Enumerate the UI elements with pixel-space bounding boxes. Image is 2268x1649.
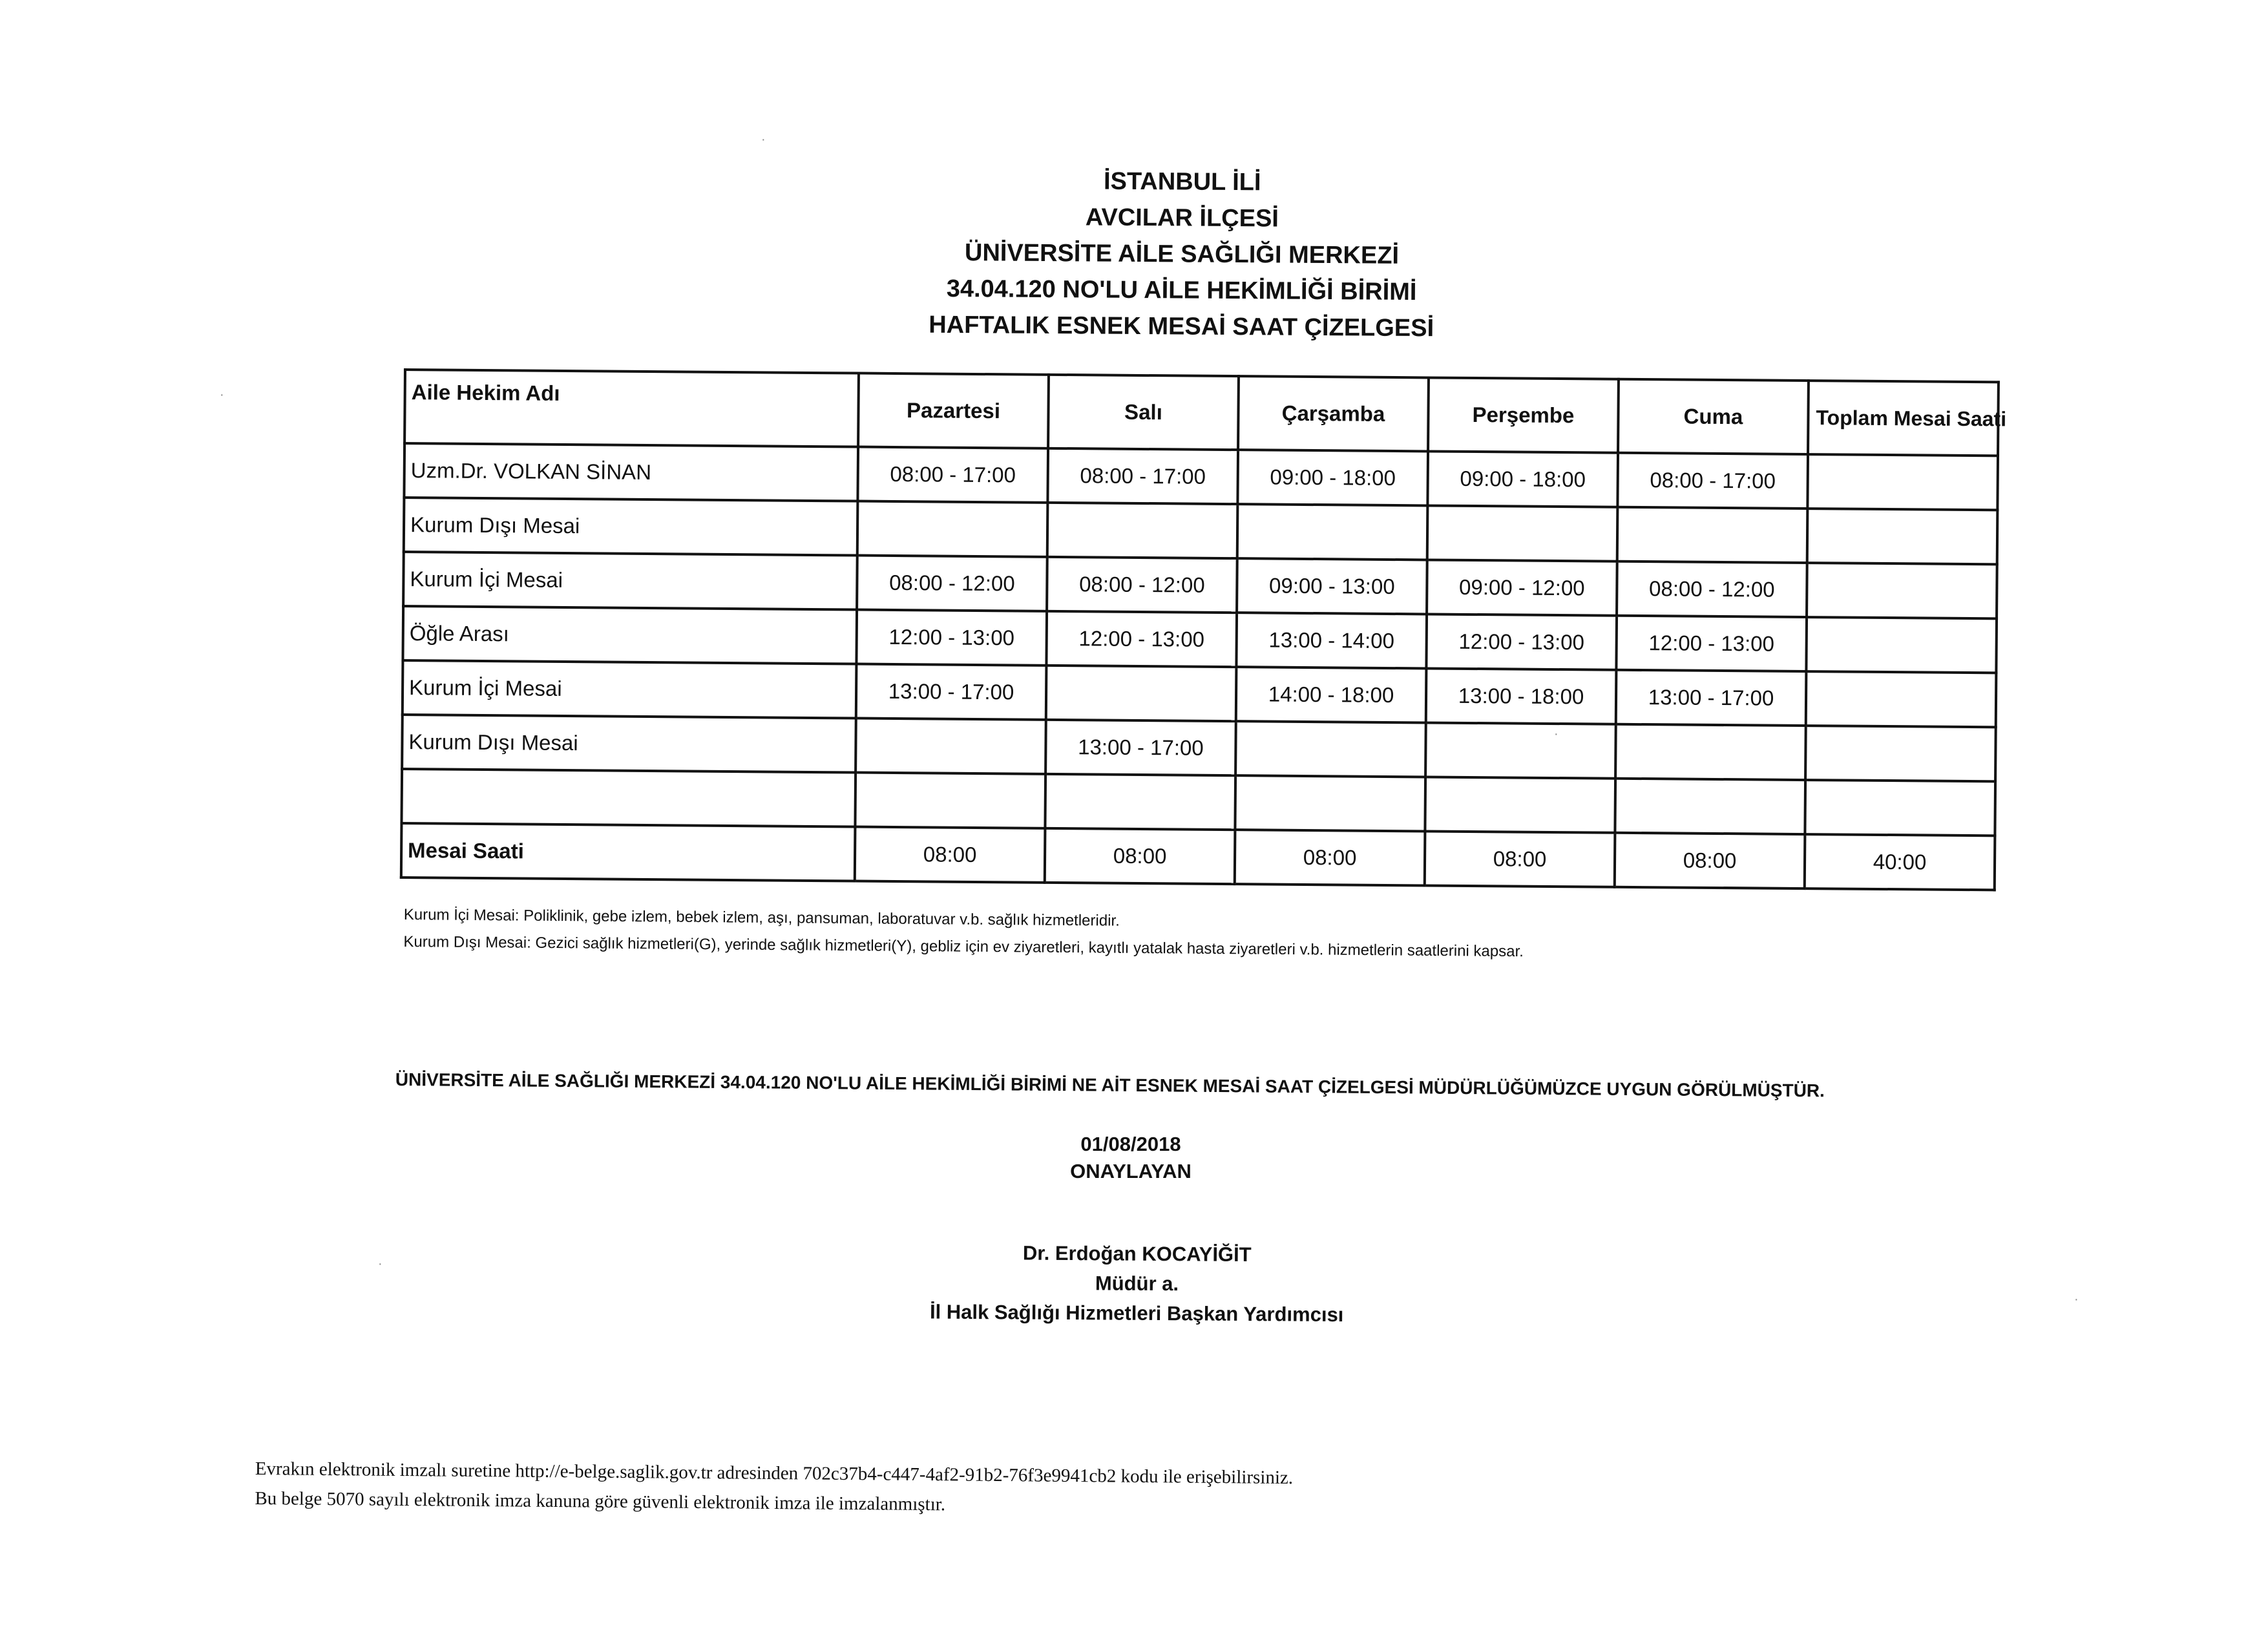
column-header-total-hours: Toplam Mesai Saati <box>1808 381 1999 456</box>
column-header-monday: Pazartesi <box>858 373 1049 448</box>
table-cell <box>1427 505 1618 561</box>
table-cell <box>1425 777 1615 832</box>
table-cell: 14:00 - 18:00 <box>1236 667 1427 722</box>
schedule-notes <box>403 901 1696 967</box>
table-cell <box>857 501 1048 557</box>
table-cell: 09:00 - 18:00 <box>1427 451 1618 507</box>
document-header <box>858 162 1506 347</box>
total-cell: 08:00 <box>1425 831 1615 887</box>
approver-label: ONAYLAYAN <box>1070 1160 1192 1182</box>
total-cell: 08:00 <box>1615 833 1805 888</box>
header-unit: 34.04.120 NO'LU AİLE HEKİMLİĞİ BİRİMİ <box>946 275 1417 306</box>
scan-speck: · <box>1554 727 1559 741</box>
table-cell: 08:00 - 17:00 <box>1617 453 1808 509</box>
column-header-friday: Cuma <box>1618 379 1809 454</box>
signer-name: Dr. Erdoğan KOCAYİĞİT <box>1022 1241 1252 1266</box>
table-cell <box>1807 454 1998 510</box>
table-cell <box>1237 504 1428 560</box>
table-cell <box>1046 666 1237 721</box>
table-cell: 08:00 - 17:00 <box>857 447 1048 503</box>
table-cell <box>856 719 1046 774</box>
table-cell: 08:00 - 12:00 <box>857 556 1047 611</box>
row-label: Öğle Arası <box>403 606 857 664</box>
total-cell: 08:00 <box>1045 828 1235 884</box>
signer-position: İl Halk Sağlığı Hizmetleri Başkan Yardımcısı <box>929 1300 1344 1327</box>
table-cell: 13:00 - 17:00 <box>1045 720 1236 775</box>
table-cell <box>1047 503 1238 558</box>
scan-speck: · <box>378 1257 383 1271</box>
table-cell <box>1615 724 1806 780</box>
row-label: Uzm.Dr. VOLKAN SİNAN <box>404 443 858 501</box>
column-header-physician: Aile Hekim Adı <box>404 370 859 447</box>
header-health-center: ÜNİVERSİTE AİLE SAĞLIĞI MERKEZİ <box>964 239 1400 269</box>
table-header-row <box>404 370 1999 456</box>
table-cell: 13:00 - 17:00 <box>856 664 1047 720</box>
table-cell: 13:00 - 17:00 <box>1616 670 1807 726</box>
row-label <box>401 769 856 827</box>
table-cell: 13:00 - 14:00 <box>1236 613 1427 668</box>
signer-block <box>878 1237 1396 1330</box>
table-cell: 12:00 - 13:00 <box>1616 616 1807 671</box>
table-cell: 12:00 - 13:00 <box>856 610 1047 666</box>
table-cell <box>1235 775 1425 831</box>
header-title: HAFTALIK ESNEK MESAİ SAAT ÇİZELGESİ <box>929 311 1434 342</box>
total-cell: 08:00 <box>855 827 1045 883</box>
e-signature-footer <box>255 1454 1548 1524</box>
row-label: Kurum Dışı Mesai <box>402 715 856 773</box>
table-cell <box>1807 509 1998 564</box>
header-district: AVCILAR İLÇESİ <box>1085 204 1279 233</box>
row-label: Mesai Saati <box>401 823 856 881</box>
table-cell <box>1806 617 1997 673</box>
total-hours-row <box>401 823 1995 890</box>
table-cell: 08:00 - 17:00 <box>1047 448 1238 504</box>
note-internal-hours: Kurum İçi Mesai: Poliklinik, gebe izlem, bebek izlem, aşı, pansuman, laboratuvar v.b. sağlık hizmetleridir. <box>403 905 1120 930</box>
table-cell <box>1235 721 1426 777</box>
table-cell <box>1807 563 1997 618</box>
weekly-total-cell: 40:00 <box>1805 834 1995 890</box>
row-label: Kurum Dışı Mesai <box>404 498 858 556</box>
table-cell <box>1617 507 1808 563</box>
table-cell: 08:00 - 12:00 <box>1617 562 1807 617</box>
table-cell: 08:00 - 12:00 <box>1047 557 1237 613</box>
scan-speck: · <box>2074 1292 2079 1307</box>
row-label: Kurum İçi Mesai <box>403 660 857 719</box>
table-cell: 09:00 - 18:00 <box>1237 450 1428 505</box>
table-cell: 09:00 - 12:00 <box>1427 560 1617 615</box>
table-cell: 12:00 - 13:00 <box>1426 614 1617 669</box>
total-cell: 08:00 <box>1235 830 1425 885</box>
approval-date: 01/08/2018 <box>1080 1133 1181 1155</box>
header-province: İSTANBUL İLİ <box>1103 167 1261 196</box>
table-cell: 12:00 - 13:00 <box>1046 611 1237 667</box>
column-header-tuesday: Salı <box>1048 375 1239 450</box>
column-header-thursday: Perşembe <box>1428 377 1619 452</box>
table-cell <box>1805 780 1995 835</box>
table-cell <box>1615 779 1805 834</box>
table-cell <box>1045 774 1235 830</box>
table-cell: 09:00 - 13:00 <box>1237 558 1427 614</box>
approval-block <box>969 1131 1292 1185</box>
column-header-wednesday: Çarşamba <box>1238 376 1429 451</box>
table-cell <box>1425 722 1616 778</box>
table-cell <box>1805 726 1996 781</box>
table-cell: 13:00 - 18:00 <box>1426 668 1617 724</box>
approval-statement: ÜNİVERSİTE AİLE SAĞLIĞI MERKEZİ 34.04.120 NO'LU AİLE HEKİMLİĞİ BİRİMİ NE AİT ESNEK MESAİ SAAT ÇİZELGESİ MÜDÜRLÜĞÜMÜZCE UYGUN GÖRÜLMÜŞTÜR. <box>395 1069 1825 1101</box>
table-cell <box>1806 671 1997 727</box>
scan-speck: · <box>761 132 766 147</box>
footer-verification-line: Evrakın elektronik imzalı suretine http://e-belge.saglik.gov.tr adresinden 702c37b4-c447-4af2-91b2-76f3e9941cb2 kodu ile erişebilirsiniz. <box>255 1458 1294 1489</box>
note-external-hours: Kurum Dışı Mesai: Gezici sağlık hizmetleri(G), yerinde sağlık hizmetleri(Y), gebliz için ev ziyaretleri, kayıtlı yatalak hasta ziyaretleri v.b. hizmetlerin saatlerini kapsar. <box>403 932 1524 961</box>
schedule-table <box>400 368 2007 891</box>
footer-legal-line: Bu belge 5070 sayılı elektronik imza kanuna göre güvenli elektronik imza ile imzalanmıştır. <box>255 1487 946 1515</box>
table-cell <box>855 773 1045 828</box>
signer-title: Müdür a. <box>1095 1272 1179 1296</box>
row-label: Kurum İçi Mesai <box>403 552 857 610</box>
schedule-table-wrapper <box>400 368 2007 891</box>
scan-speck: · <box>220 388 224 402</box>
